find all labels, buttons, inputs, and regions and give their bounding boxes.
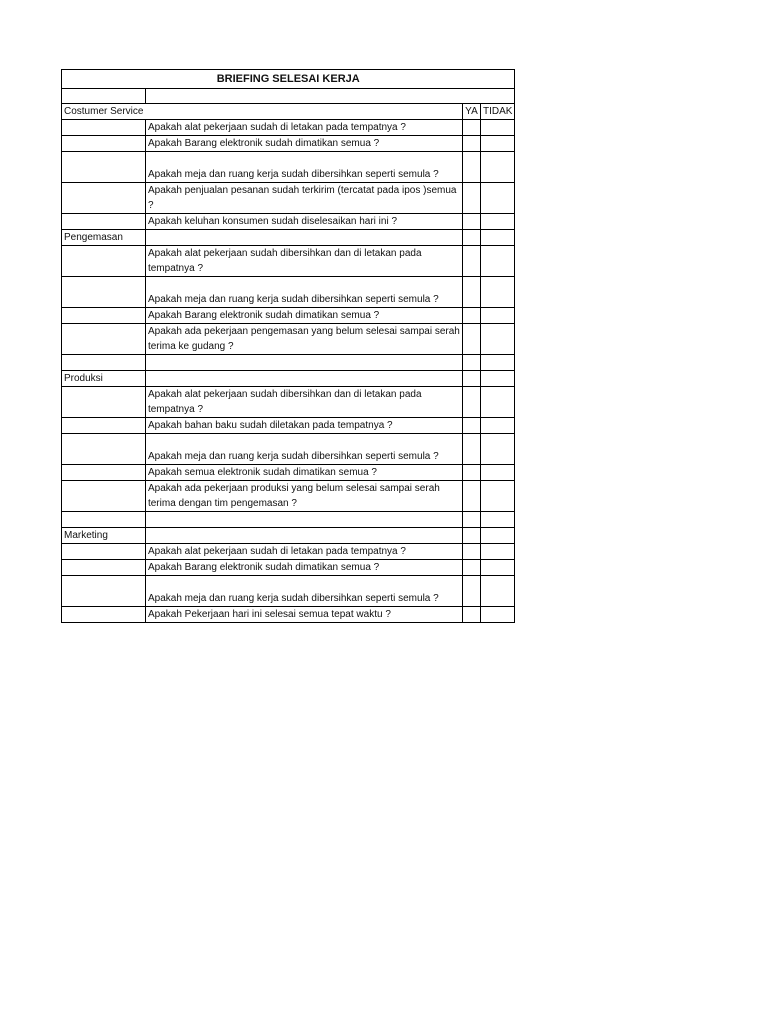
ya-checkbox-cell[interactable] [462, 136, 480, 152]
question-text: Apakah meja dan ruang kerja sudah dibersihkan seperti semula ? [145, 434, 462, 465]
question-row [62, 576, 515, 607]
question-text: Apakah Pekerjaan hari ini selesai semua tepat waktu ? [145, 607, 462, 623]
title-row [62, 70, 515, 89]
blank-cell [145, 512, 462, 528]
question-text: Apakah alat pekerjaan sudah di letakan pada tempatnya ? [145, 120, 462, 136]
tidak-header: TIDAK [480, 104, 514, 120]
question-text: Apakah bahan baku sudah diletakan pada tempatnya ? [145, 418, 462, 434]
blank-cell [62, 387, 146, 418]
blank-row [62, 355, 515, 371]
blank-cell [62, 576, 146, 607]
section-row [62, 371, 515, 387]
question-text: Apakah meja dan ruang kerja sudah dibersihkan seperti semula ? [145, 576, 462, 607]
blank-cell [62, 560, 146, 576]
tidak-checkbox-cell[interactable] [480, 120, 514, 136]
question-row [62, 246, 515, 277]
tidak-checkbox-cell[interactable] [480, 324, 514, 355]
tidak-checkbox-cell[interactable] [480, 246, 514, 277]
ya-checkbox-cell[interactable] [462, 324, 480, 355]
question-row [62, 607, 515, 623]
question-text: Apakah semua elektronik sudah dimatikan semua ? [145, 465, 462, 481]
question-row [62, 434, 515, 465]
ya-checkbox-cell[interactable] [462, 183, 480, 214]
question-row [62, 183, 515, 214]
blank-cell [62, 465, 146, 481]
question-text: Apakah ada pekerjaan produksi yang belum selesai sampai serah terima dengan tim pengemasan ? [145, 481, 462, 512]
ya-checkbox-cell[interactable] [462, 465, 480, 481]
blank-row [62, 89, 515, 104]
blank-cell [145, 528, 462, 544]
question-text: Apakah Barang elektronik sudah dimatikan semua ? [145, 560, 462, 576]
section-name: Produksi [62, 371, 146, 387]
tidak-checkbox-cell[interactable] [480, 465, 514, 481]
tidak-checkbox-cell[interactable] [480, 214, 514, 230]
blank-cell [62, 246, 146, 277]
ya-checkbox-cell[interactable] [462, 528, 480, 544]
blank-cell [145, 371, 462, 387]
blank-cell [145, 230, 462, 246]
ya-checkbox-cell[interactable] [462, 387, 480, 418]
tidak-checkbox-cell[interactable] [480, 607, 514, 623]
tidak-checkbox-cell[interactable] [480, 434, 514, 465]
tidak-checkbox-cell[interactable] [480, 560, 514, 576]
tidak-checkbox-cell[interactable] [480, 277, 514, 308]
ya-header: YA [462, 104, 480, 120]
question-text: Apakah ada pekerjaan pengemasan yang belum selesai sampai serah terima ke gudang ? [145, 324, 462, 355]
blank-cell [145, 104, 462, 120]
question-row [62, 418, 515, 434]
question-text: Apakah alat pekerjaan sudah di letakan pada tempatnya ? [145, 544, 462, 560]
checklist-table [61, 69, 515, 623]
blank-cell [62, 512, 146, 528]
question-text: Apakah meja dan ruang kerja sudah dibersihkan seperti semula ? [145, 152, 462, 183]
section-header-costumer-service: Costumer Service [62, 104, 146, 120]
question-row [62, 152, 515, 183]
blank-cell [462, 512, 480, 528]
ya-checkbox-cell[interactable] [462, 576, 480, 607]
blank-cell [62, 89, 146, 104]
tidak-checkbox-cell[interactable] [480, 152, 514, 183]
question-row [62, 544, 515, 560]
tidak-checkbox-cell[interactable] [480, 230, 514, 246]
blank-cell [62, 136, 146, 152]
ya-checkbox-cell[interactable] [462, 434, 480, 465]
question-row [62, 308, 515, 324]
ya-checkbox-cell[interactable] [462, 277, 480, 308]
question-row [62, 481, 515, 512]
question-row [62, 465, 515, 481]
question-text: Apakah meja dan ruang kerja sudah dibersihkan seperti semula ? [145, 277, 462, 308]
tidak-checkbox-cell[interactable] [480, 544, 514, 560]
question-row [62, 387, 515, 418]
blank-cell [145, 355, 462, 371]
ya-checkbox-cell[interactable] [462, 418, 480, 434]
blank-cell [62, 308, 146, 324]
blank-cell [62, 183, 146, 214]
ya-checkbox-cell[interactable] [462, 371, 480, 387]
tidak-checkbox-cell[interactable] [480, 481, 514, 512]
question-text: Apakah keluhan konsumen sudah diselesaikan hari ini ? [145, 214, 462, 230]
blank-cell [62, 481, 146, 512]
checklist-sheet [61, 69, 515, 623]
blank-cell [62, 152, 146, 183]
question-text: Apakah alat pekerjaan sudah dibersihkan dan di letakan pada tempatnya ? [145, 246, 462, 277]
blank-cell [62, 355, 146, 371]
ya-checkbox-cell[interactable] [462, 544, 480, 560]
section-row [62, 528, 515, 544]
ya-checkbox-cell[interactable] [462, 152, 480, 183]
blank-cell [480, 512, 514, 528]
question-text: Apakah alat pekerjaan sudah dibersihkan dan di letakan pada tempatnya ? [145, 387, 462, 418]
question-text: Apakah Barang elektronik sudah dimatikan semua ? [145, 308, 462, 324]
question-row [62, 560, 515, 576]
blank-cell [62, 120, 146, 136]
tidak-checkbox-cell[interactable] [480, 418, 514, 434]
question-row [62, 120, 515, 136]
blank-cell [62, 544, 146, 560]
tidak-checkbox-cell[interactable] [480, 308, 514, 324]
sheet-title: BRIEFING SELESAI KERJA [62, 70, 515, 89]
blank-cell [462, 355, 480, 371]
ya-checkbox-cell[interactable] [462, 560, 480, 576]
tidak-checkbox-cell[interactable] [480, 528, 514, 544]
tidak-checkbox-cell[interactable] [480, 183, 514, 214]
question-row [62, 324, 515, 355]
ya-checkbox-cell[interactable] [462, 214, 480, 230]
blank-cell [62, 434, 146, 465]
blank-cell [62, 418, 146, 434]
tidak-checkbox-cell[interactable] [480, 387, 514, 418]
tidak-checkbox-cell[interactable] [480, 371, 514, 387]
tidak-checkbox-cell[interactable] [480, 136, 514, 152]
question-row [62, 136, 515, 152]
question-row [62, 214, 515, 230]
ya-checkbox-cell[interactable] [462, 120, 480, 136]
section-row [62, 230, 515, 246]
question-text: Apakah Barang elektronik sudah dimatikan semua ? [145, 136, 462, 152]
ya-checkbox-cell[interactable] [462, 607, 480, 623]
blank-cell [62, 324, 146, 355]
blank-cell [62, 607, 146, 623]
blank-cell [62, 277, 146, 308]
section-name: Pengemasan [62, 230, 146, 246]
ya-checkbox-cell[interactable] [462, 308, 480, 324]
question-row [62, 277, 515, 308]
blank-cell [145, 89, 514, 104]
ya-checkbox-cell[interactable] [462, 481, 480, 512]
section-name: Marketing [62, 528, 146, 544]
blank-cell [480, 355, 514, 371]
blank-row [62, 512, 515, 528]
tidak-checkbox-cell[interactable] [480, 576, 514, 607]
header-row [62, 104, 515, 120]
ya-checkbox-cell[interactable] [462, 246, 480, 277]
question-text: Apakah penjualan pesanan sudah terkirim (tercatat pada ipos )semua ? [145, 183, 462, 214]
ya-checkbox-cell[interactable] [462, 230, 480, 246]
blank-cell [62, 214, 146, 230]
